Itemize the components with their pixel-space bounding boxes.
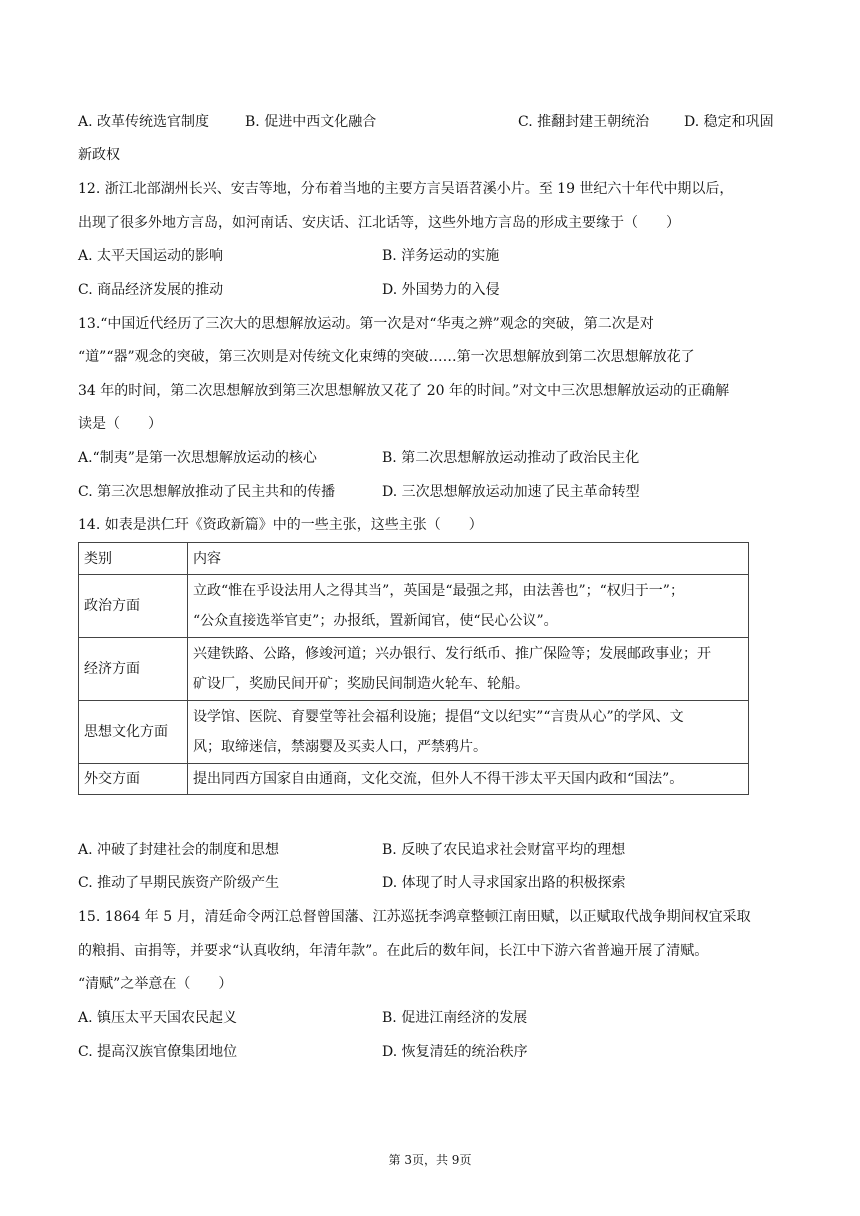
q14-table	[78, 542, 749, 795]
q11-option-c: C. 推翻封建王朝统治	[518, 114, 650, 130]
q12-option-c: C. 商品经济发展的推动	[78, 282, 224, 298]
q12-option-b: B. 洋务运动的实施	[382, 248, 500, 264]
table-cell-content	[188, 638, 749, 701]
q15-option-b: B. 促进江南经济的发展	[382, 1010, 528, 1026]
q12-option-a: A. 太平天国运动的影响	[78, 248, 224, 264]
q11-option-a: A. 改革传统选官制度	[78, 114, 210, 130]
q11-option-d-wrap: 新政权	[78, 147, 120, 163]
q12-stem-line-1: 12. 浙江北部湖州长兴、安吉等地，分布着当地的主要方言吴语苕溪小片。至 19 世纪六十年代中期以后，	[78, 181, 734, 197]
q13-stem-line-2: “道”“器”观念的突破，第三次则是对传统文化束缚的突破……第一次思想解放到第二次思想解放花了	[78, 349, 695, 365]
q15-option-c: C. 提高汉族官僚集团地位	[78, 1044, 238, 1060]
table-row	[79, 575, 749, 638]
q13-option-a: A.“制夷”是第一次思想解放运动的核心	[78, 450, 317, 466]
table-cell-line: 风；取缔迷信，禁溺婴及买卖人口，严禁鸦片。	[193, 739, 487, 755]
q14-option-d: D. 体现了时人寻求国家出路的积极探索	[382, 875, 626, 891]
q15-stem-line-3: “清赋”之举意在（ ）	[78, 976, 233, 992]
page-footer: 第 3页，共 9页	[388, 1153, 472, 1167]
table-cell-line: “公众直接选举官吏”；办报纸，置新闻官，使“民心公议”。	[193, 613, 558, 629]
q11-option-b: B. 促进中西文化融合	[245, 114, 377, 130]
q13-option-d: D. 三次思想解放运动加速了民主革命转型	[382, 484, 640, 500]
table-header-content: 内容	[188, 543, 749, 575]
table-cell-category: 经济方面	[79, 638, 188, 701]
q13-option-b: B. 第二次思想解放运动推动了政治民主化	[382, 450, 640, 466]
table-row	[79, 701, 749, 764]
table-header-row	[79, 543, 749, 575]
q13-stem-line-1: 13.“中国近代经历了三次大的思想解放运动。第一次是对“华夷之辨”观念的突破，第二次是对	[78, 316, 654, 332]
table-cell-line: 设学馆、医院、育婴堂等社会福利设施；提倡“文以纪实”“言贵从心”的学风、文	[193, 709, 684, 725]
table-cell-line: 提出同西方国家自由通商，文化交流，但外人不得干涉太平天国内政和“国法”。	[193, 771, 684, 787]
table-cell-content	[188, 701, 749, 764]
table-cell-line: 矿设厂，奖励民间开矿；奖励民间制造火轮车、轮船。	[193, 676, 529, 692]
table-cell-line: 立政“惟在乎设法用人之得其当”，英国是“最强之邦，由法善也”；“权归于一”；	[193, 583, 684, 599]
q14-stem: 14. 如表是洪仁玕《资政新篇》中的一些主张，这些主张（ ）	[78, 517, 483, 533]
q14-option-c: C. 推动了早期民族资产阶级产生	[78, 875, 280, 891]
q12-stem-line-2: 出现了很多外地方言岛，如河南话、安庆话、江北话等，这些外地方言岛的形成主要缘于（ ）	[78, 215, 680, 231]
q15-option-d: D. 恢复清廷的统治秩序	[382, 1044, 528, 1060]
q12-option-d: D. 外国势力的入侵	[382, 282, 500, 298]
table-cell-category: 外交方面	[79, 764, 188, 795]
q15-stem-line-1: 15. 1864 年 5 月，清廷命令两江总督曾国藩、江苏巡抚李鸿章整顿江南田赋，以正赋取代战争期间权宜采取	[78, 909, 751, 925]
table-row	[79, 764, 749, 795]
table-cell-content	[188, 575, 749, 638]
table-cell-category: 思想文化方面	[79, 701, 188, 764]
q13-stem-line-3: 34 年的时间，第二次思想解放到第三次思想解放又花了 20 年的时间。”对文中三次思想解放运动的正确解	[78, 383, 730, 399]
q15-stem-line-2: 的粮捐、亩捐等，并要求“认真收纳，年清年款”。在此后的数年间，长江中下游六省普遍开展了清赋。	[78, 943, 709, 959]
table-header-category: 类别	[79, 543, 188, 575]
table-cell-content	[188, 764, 749, 795]
q13-stem-line-4: 读是（ ）	[78, 416, 162, 432]
q14-option-b: B. 反映了农民追求社会财富平均的理想	[382, 842, 626, 858]
q11-option-d: D. 稳定和巩固	[684, 114, 774, 130]
q15-option-a: A. 镇压太平天国农民起义	[78, 1010, 238, 1026]
q14-option-a: A. 冲破了封建社会的制度和思想	[78, 842, 280, 858]
table-cell-category: 政治方面	[79, 575, 188, 638]
table-row	[79, 638, 749, 701]
table-cell-line: 兴建铁路、公路，修竣河道；兴办银行、发行纸币、推广保险等；发展邮政事业；开	[193, 646, 711, 662]
q13-option-c: C. 第三次思想解放推动了民主共和的传播	[78, 484, 336, 500]
